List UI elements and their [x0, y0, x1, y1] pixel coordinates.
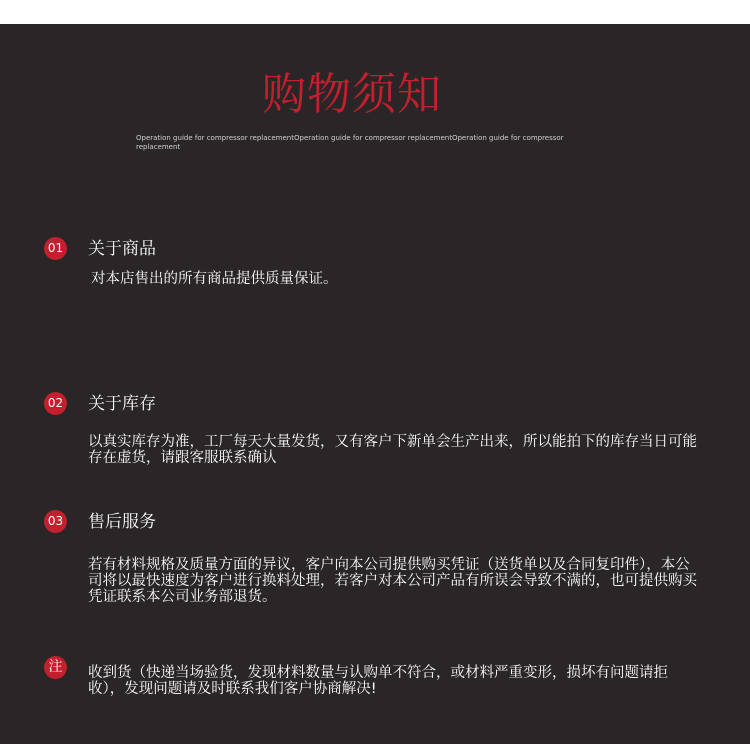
- section-heading-inventory: 关于库存: [88, 394, 156, 414]
- section-body-after-sales: 若有材料规格及质量方面的异议，客户向本公司提供购买凭证（送货单以及合同复印件），本公司将以最快速度为客户进行换料处理，若客户对本公司产品有所误会导致不满的，也可提供购买凭证联系本公司业务部退货。: [88, 557, 697, 605]
- section-body-products: 对本店售出的所有商品提供质量保证。: [91, 271, 338, 287]
- page-title: 购物须知: [262, 69, 442, 120]
- note-badge: 注: [44, 656, 67, 679]
- section-heading-after-sales: 售后服务: [88, 512, 156, 532]
- section-number-badge: 03: [44, 510, 67, 533]
- section-heading-products: 关于商品: [88, 239, 156, 259]
- note-body: 收到货（快递当场验货，发现材料数量与认购单不符合，或材料严重变形，损坏有问题请拒收），发现问题请及时联系我们客户协商解决!: [88, 665, 668, 697]
- notice-panel: [0, 24, 750, 744]
- section-body-inventory: 以真实库存为准，工厂每天大量发货，又有客户下新单会生产出来，所以能拍下的库存当日可能存在虚货，请跟客服联系确认: [88, 434, 697, 466]
- page-subtitle: Operation guide for compressor replacementOperation guide for compressor replacementOperation guide for compressor replacement: [136, 134, 564, 151]
- section-number-badge: 02: [44, 392, 67, 415]
- section-number-badge: 01: [44, 237, 67, 260]
